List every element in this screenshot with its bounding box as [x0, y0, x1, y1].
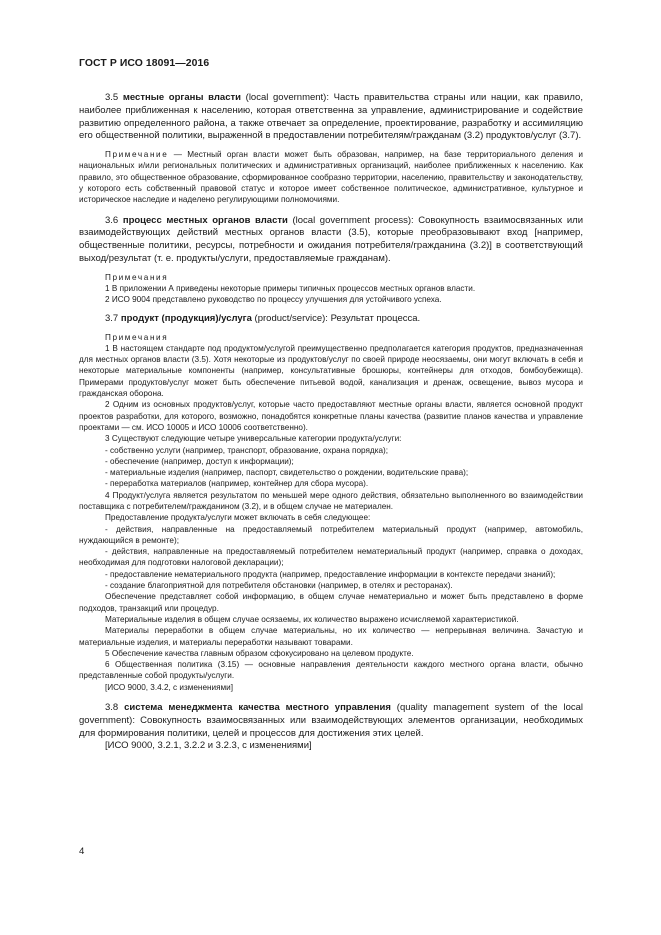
list-item: - действия, направленные на предоставляемый потребителем нематериальный продукт (например, справка о доходах, необходимая для подготовки налоговой декларации); — [79, 547, 583, 568]
note-item: 2 ИСО 9004 представлено руководство по процессу улучшения для устойчивого успеха. — [105, 295, 442, 305]
term-definition: (quality management system of the local government): Совокупность взаимосвязанных или взаимодействующих элементов организации, необходимых для формирования политики, целей и процессов для достижения этих целей. — [79, 702, 583, 739]
list-item: - собственно услуги (например, транспорт, образование, охрана порядка); — [105, 445, 389, 455]
document-header: ГОСТ Р ИСО 18091—2016 — [79, 58, 210, 69]
note-3-5 — [79, 149, 583, 205]
list-item: - переработка материалов (например, контейнер для сбора мусора). — [105, 479, 369, 489]
page-content — [79, 92, 583, 753]
list-item: - предоставление нематериального продукта (например, предоставление информации в контексте передачи знаний); — [105, 569, 556, 579]
note-item: 1 В настоящем стандарте под продуктом/услугой преимущественно предполагается категория продуктов, предназначенная для местных органов власти (3.5). Хотя некоторые из продуктов/услуг по своей природе неосязаемы, они могут включать в себя и некоторые материальные компоненты (например, консультативные брошюры, контейнеры для отходов, бомбоубежища). Примерами продуктов/услуг может быть обеспечение питьевой водой, канализация и дренаж, освещение, вывоз мусора и гражданская оборона. — [79, 343, 583, 399]
term-title: процесс местных органов власти — [122, 214, 288, 226]
note-item: 2 Одним из основных продуктов/услуг, которые часто предоставляют местные органы власти, является основной продукт проектов разработки, для которого, возможно, понадобятся конкретные планы качества (развитие планов качества и управление проектами — см. ИСО 10005 и ИСО 10006 соответственно). — [79, 400, 583, 432]
term-definition: (product/service): Результат процесса. — [251, 312, 421, 324]
notes-label: Примечания — [105, 272, 169, 282]
note-item: 4 Продукт/услуга является результатом по меньшей мере одного действия, обязательно выполненного во взаимодействии поставщика с потребителем/гражданином (3.2), и в общем случае не материален. — [79, 490, 583, 511]
term-title: продукт (продукция)/услуга — [120, 312, 252, 324]
list-item: - материальные изделия (например, паспорт, свидетельство о рождении, водительские права); — [105, 468, 469, 478]
notes-label: Примечания — [105, 332, 169, 342]
term-title: система менеджмента качества местного управления — [124, 702, 391, 714]
source-reference: [ИСО 9000, 3.2.1, 3.2.2 и 3.2.3, с изменениями] — [105, 740, 312, 752]
term-3-6: 3.6 процесс местных органов власти (local government process): Совокупность взаимосвязанных или взаимодействующих действий местных органов власти (3.5), которые преобразовывают вход [например, общественные политики, ресурсы, потребности и ожидания потребителя/гражданина (3.2)] в соответствующий выход/результат (т. е. продукты/услуги, предоставляемые гражданам). — [79, 214, 583, 265]
note-item: 5 Обеспечение качества главным образом сфокусировано на целевом продукте. — [105, 648, 414, 658]
note-item: Материалы переработки в общем случае материальны, но их количество — непрерывная величина. Зачастую и материальные изделия, и материалы переработки называют товарами. — [79, 626, 583, 647]
note-item: Материальные изделия в общем случае осязаемы, их количество выражено исчисляемой характеристикой. — [105, 614, 519, 624]
term-3-7: 3.7 продукт (продукция)/услуга (product/service): Результат процесса. — [105, 312, 421, 324]
note-item: 6 Общественная политика (3.15) — основные направления деятельности каждого местного органа власти, обычно представленные собой продукты/услуги. — [79, 660, 583, 681]
note-label: Примечание — [105, 150, 169, 160]
list-item: - создание благоприятной для потребителя обстановки (например, в отелях и ресторанах). — [105, 581, 453, 591]
list-item: - обеспечение (например, доступ к информации); — [105, 456, 294, 466]
term-3-8: 3.8 система менеджмента качества местного управления (quality management system of the local government): Совокупность взаимосвязанных или взаимодействующих элементов организации, необходимых для формирования политики, целей и процессов для достижения этих целей. — [79, 702, 583, 739]
note-item: Предоставление продукта/услуги может включать в себя следующее: — [105, 513, 371, 523]
term-3-5: 3.5 местные органы власти (local government): Часть правительства страны или нации, как правило, наиболее приближенная к населению, которая ответственна за управление, администрирование и содействие развитию определенного района, а также отвечает за определение, проектирование, разработку и ассимиляцию его общественной политики, выраженной в предоставлении потребителям/гражданам (3.2) продуктов/услуг (3.7). — [79, 92, 583, 142]
note-text: — Местный орган власти может быть образован, например, на базе территориального деления и национальных и/или региональных политических и административных организаций, наиболее приближенных к населению. Как правило, это общественное образование, сформированное сообразно территории, населению, правительству и законодательству, у которого есть собственный правовой статус и которое имеет собственное политическое, административное, культурное и историческое наследие и наделено регулирующими полномочиями. — [79, 150, 583, 205]
list-item: - действия, направленные на предоставляемый потребителем материальный продукт (например, автомобиль, нуждающийся в ремонте); — [79, 524, 583, 545]
source-reference: [ИСО 9000, 3.4.2, с изменениями] — [105, 682, 234, 692]
note-item: 3 Существуют следующие четыре универсальные категории продукта/услуги: — [105, 434, 402, 444]
term-definition: (local government): Часть правительства страны или нации, как правило, наиболее приближенная к населению, которая ответственна за управление, администрирование и содействие развитию определенного района, а также отвечает за определение, проектирование, разработку и ассимиляцию его общественной политики, выраженной в предоставлении потребителям/гражданам (3.2) продуктов/услуг (3.7). — [79, 92, 583, 142]
term-definition: (local government process): Совокупность взаимосвязанных или взаимодействующих действий местных органов власти (3.5), которые преобразовывают вход [например, общественные политики, ресурсы, потребности и ожидания потребителя/гражданина (3.2)] в соответствующий выход/результат (т. е. продукты/услуги, предоставляемые гражданам). — [79, 214, 583, 265]
note-item: 1 В приложении А приведены некоторые примеры типичных процессов местных органов власти. — [105, 284, 476, 294]
term-title: местные органы власти — [122, 92, 241, 103]
page-number: 4 — [79, 846, 85, 857]
note-item: Обеспечение представляет собой информацию, в общем случае нематериально и может быть представлено в форме подходов, транзакций или процедур. — [79, 592, 583, 613]
